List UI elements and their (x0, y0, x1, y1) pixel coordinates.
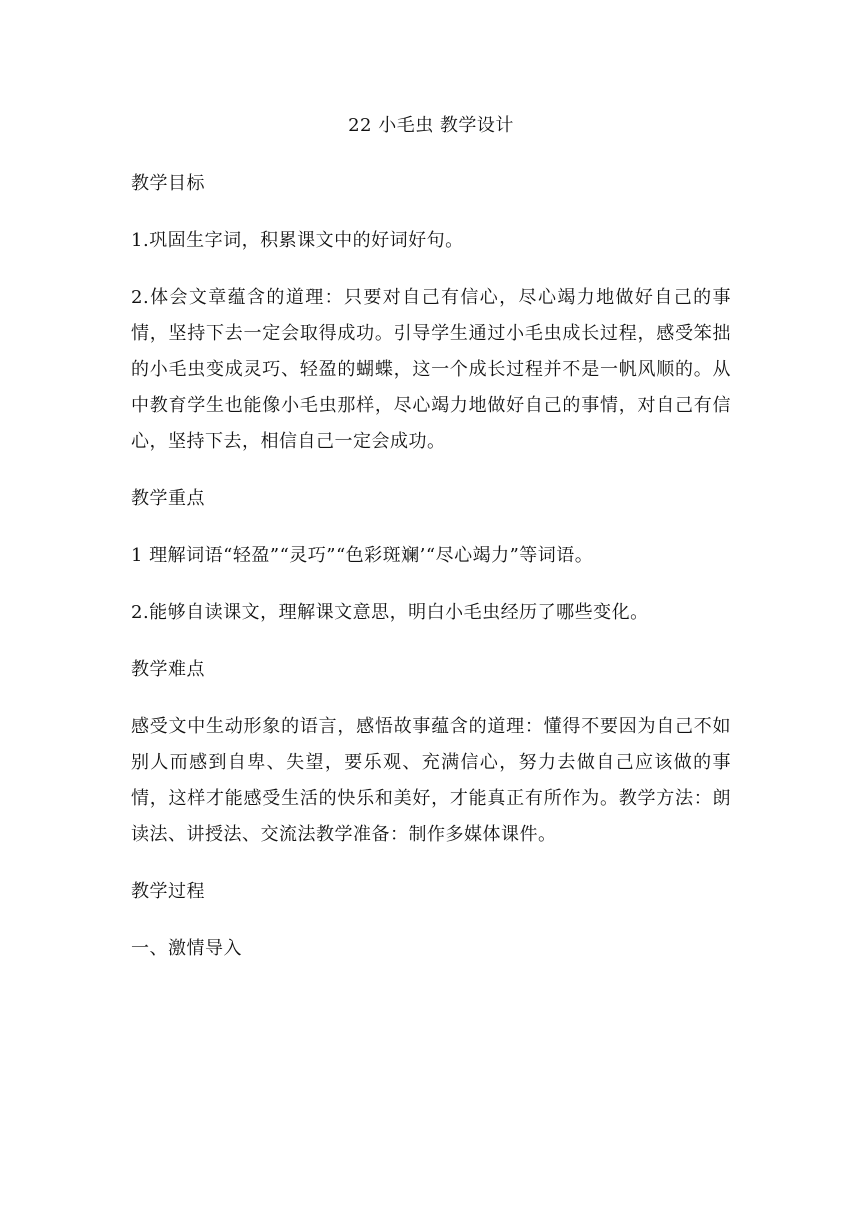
objective-2: 2.体会文章蕴含的道理：只要对自己有信心，尽心竭力地做好自己的事情，坚持下去一定会取得成功。引导学生通过小毛虫成长过程，感受笨拙的小毛虫变成灵巧、轻盈的蝴蝶，这一个成长过程并不是一帆风顺的。从中教育学生也能像小毛虫那样，尽心竭力地做好自己的事情，对自己有信心，坚持下去，相信自己一定会成功。 (131, 287, 731, 452)
key-point-1: 1 理解词语“轻盈”“灵巧”“色彩斑斓’“尽心竭力”等词语。 (131, 545, 594, 566)
process-heading: 教学过程 (131, 881, 205, 902)
document-title: 22 小毛虫 教学设计 (348, 115, 514, 136)
difficulties-heading: 教学难点 (131, 659, 205, 680)
difficulties-text: 感受文中生动形象的语言，感悟故事蕴含的道理：懂得不要因为自己不如别人而感到自卑、失望，要乐观、充满信心，努力去做自己应该做的事情，这样才能感受生活的快乐和美好，才能真正有所作为。教学方法：朗读法、讲授法、交流法教学准备：制作多媒体课件。 (131, 716, 731, 845)
key-points-heading: 教学重点 (131, 488, 205, 509)
objectives-heading: 教学目标 (131, 173, 205, 194)
process-step-1: 一、激情导入 (131, 938, 242, 959)
objective-1: 1.巩固生字词，积累课文中的好词好句。 (131, 230, 464, 251)
key-point-2: 2.能够自读课文，理解课文意思，明白小毛虫经历了哪些变化。 (131, 602, 649, 623)
document-body (131, 110, 731, 967)
